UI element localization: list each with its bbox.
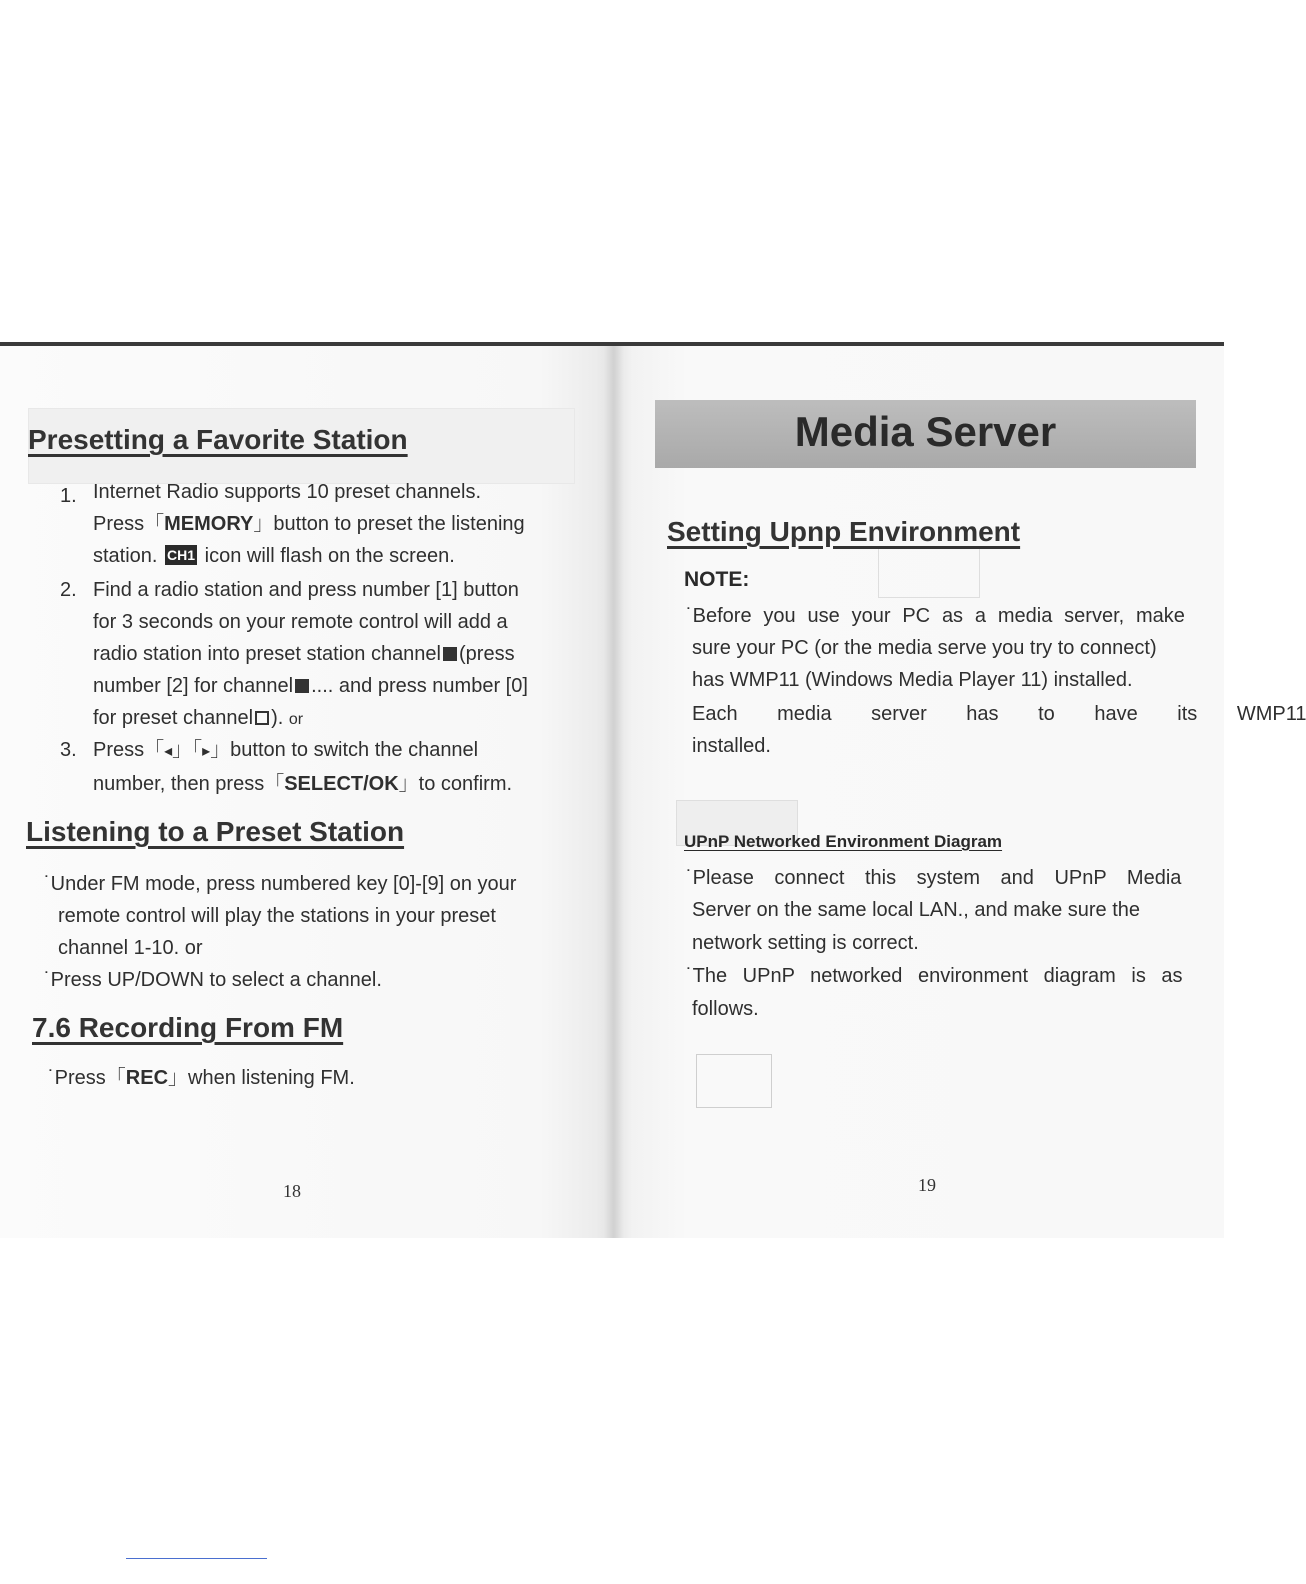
diagram-line-5: follows. bbox=[692, 998, 759, 1020]
ch1-icon: CH1 bbox=[167, 547, 196, 563]
select-ok-key: SELECT/OK bbox=[284, 773, 399, 795]
diagram-line-4: ˙The UPnP networked environment diagram is as bbox=[686, 965, 1183, 987]
item2-line3: radio station into preset station channel (press bbox=[93, 643, 515, 665]
note-line-1: ˙Before you use your PC as a media server, make bbox=[686, 605, 1185, 627]
diagram-label: UPnP Networked Environment Diagram bbox=[684, 832, 1003, 851]
listening-line2: remote control will play the stations in your preset bbox=[58, 905, 496, 927]
rec-key: REC bbox=[125, 1067, 169, 1089]
book-spine bbox=[604, 346, 624, 1238]
list-number: 3. bbox=[60, 739, 77, 761]
bleed-through-box bbox=[696, 1054, 772, 1108]
heading-presetting: Presetting a Favorite Station bbox=[28, 424, 408, 455]
item3-line1: Press「◂」「▸」button to switch the channel bbox=[93, 739, 479, 761]
channel-10-icon bbox=[255, 711, 269, 725]
left-arrow-icon: ◂ bbox=[164, 743, 173, 760]
diagram-line-2: Server on the same local LAN., and make sure the bbox=[692, 899, 1141, 921]
item1-line2: Press「MEMORY」button to preset the listening bbox=[93, 513, 525, 535]
list-number: 1. bbox=[60, 485, 77, 507]
item2-line2: for 3 seconds on your remote control will add a bbox=[93, 611, 508, 633]
channel-2-icon bbox=[295, 679, 309, 693]
note-line-5: installed. bbox=[692, 735, 771, 757]
heading-listening: Listening to a Preset Station bbox=[26, 816, 405, 847]
item1-line1: Internet Radio supports 10 preset channels. bbox=[93, 481, 482, 503]
bleed-through-box bbox=[878, 546, 980, 598]
page-number-right: 19 bbox=[918, 1175, 936, 1195]
item2-line4: number [2] for channel .... and press number [0] bbox=[93, 675, 528, 697]
item1-line3: station. CH1 icon will flash on the screen. bbox=[93, 545, 455, 567]
list-number: 2. bbox=[60, 579, 77, 601]
recording-line: ˙Press「REC」when listening FM. bbox=[48, 1067, 355, 1089]
listening-line3: channel 1-10. or bbox=[58, 937, 203, 959]
note-line-3: has WMP11 (Windows Media Player 11) installed. bbox=[692, 669, 1133, 691]
channel-1-icon bbox=[443, 647, 457, 661]
diagram-line-1: ˙Please connect this system and UPnP Media bbox=[686, 867, 1182, 889]
note-label: NOTE: bbox=[684, 568, 750, 591]
item2-line1: Find a radio station and press number [1] button bbox=[93, 579, 519, 601]
memory-key: MEMORY bbox=[164, 513, 254, 535]
page-title: Media Server bbox=[794, 408, 1057, 455]
item3-line2: number, then press「SELECT/OK」to confirm. bbox=[93, 773, 513, 795]
footer-rule bbox=[126, 1558, 267, 1559]
item2-line5: for preset channel ). or bbox=[93, 707, 304, 729]
heading-recording: 7.6 Recording From FM bbox=[32, 1012, 344, 1043]
diagram-line-3: network setting is correct. bbox=[692, 932, 919, 954]
page-number-left: 18 bbox=[283, 1181, 301, 1201]
right-arrow-icon: ▸ bbox=[202, 743, 211, 760]
listening-line4: ˙Press UP/DOWN to select a channel. bbox=[44, 969, 382, 991]
listening-line1: ˙Under FM mode, press numbered key [0]-[9] on your bbox=[44, 873, 517, 895]
note-line-2: sure your PC (or the media serve you try to connect) bbox=[692, 637, 1157, 659]
heading-upnp: Setting Upnp Environment bbox=[667, 516, 1021, 547]
note-line-4: Each media server has to have its WMP11 bbox=[692, 703, 1306, 725]
